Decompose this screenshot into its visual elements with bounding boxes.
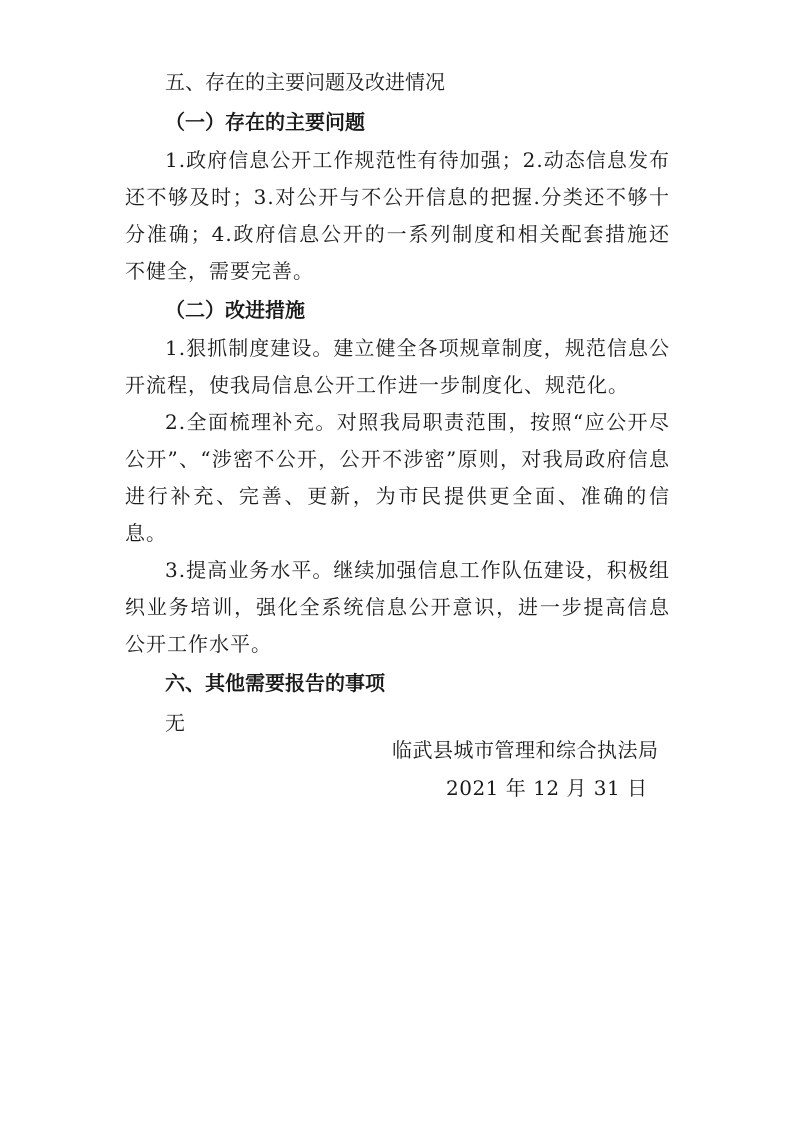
measure-item-1: 1.狠抓制度建设。建立健全各项规章制度，规范信息公开流程，使我局信息公开工作进一步制度化、规范化。 xyxy=(125,336,670,397)
section5-sub1-heading: （一）存在的主要问题 xyxy=(165,110,365,134)
document-body xyxy=(125,62,670,743)
section5-heading: 五、存在的主要问题及改进情况 xyxy=(165,70,445,94)
signature-organization: 临武县城市管理和综合执法局 xyxy=(392,738,659,762)
section6-heading: 六、其他需要报告的事项 xyxy=(165,671,385,695)
section5-sub1-paragraph: 1.政府信息公开工作规范性有待加强；2.动态信息发布还不够及时；3.对公开与不公开信息的把握.分类还不够十分准确；4.政府信息公开的一系列制度和相关配套措施还不健全，需要完善。 xyxy=(125,148,670,283)
section5-sub2-heading: （二）改进措施 xyxy=(165,298,305,322)
measure-item-3: 3.提高业务水平。继续加强信息工作队伍建设，积极组织业务培训，强化全系统信息公开意识，进一步提高信息公开工作水平。 xyxy=(125,558,670,656)
measure-item-2: 2.全面梳理补充。对照我局职责范围，按照“应公开尽公开”、“涉密不公开，公开不涉密”原则，对我局政府信息进行补充、完善、更新，为市民提供更全面、准确的信息。 xyxy=(125,410,670,545)
section6-content: 无 xyxy=(165,711,185,735)
signature-date: 2021 年 12 月 31 日 xyxy=(446,776,648,800)
